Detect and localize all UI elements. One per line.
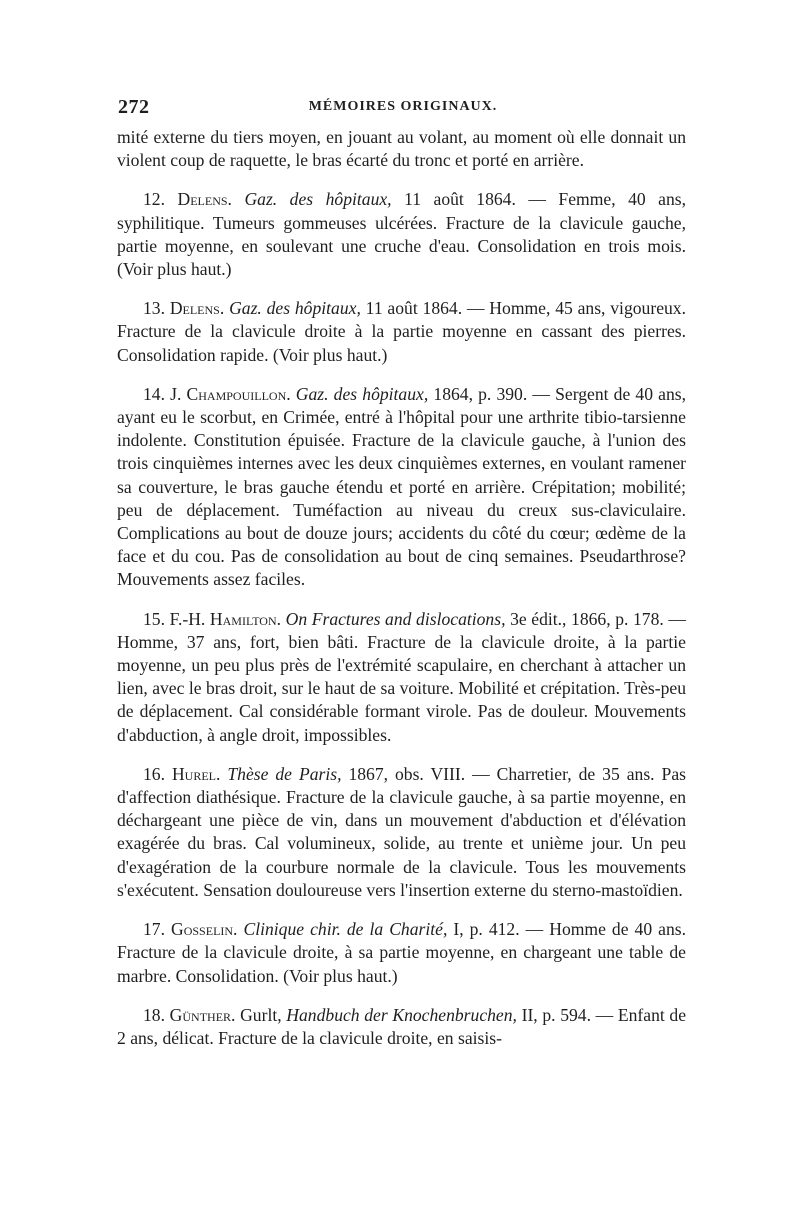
entry-text: I, p. 412. — Homme de 40 ans. Fracture de la clavicule droite, à sa partie moyenne, en chargeant une table de marbre. Consolidation. (Voir plus haut.) <box>117 919 686 986</box>
entry-author: Delens. <box>177 189 232 210</box>
entry-number: 13. <box>143 298 165 319</box>
entry-text: II, p. 594. — Enfant de 2 ans, délicat. Fracture de la clavicule droite, en saisis- <box>117 1004 687 1048</box>
entry-number: 17. <box>143 919 165 940</box>
entry-author: J. Champouillon. <box>170 383 291 404</box>
entry-source: Clinique chir. de la Charité, <box>243 919 448 940</box>
entry-12 <box>117 188 686 281</box>
entry-source: Gaz. des hôpitaux, <box>229 298 361 319</box>
entry-source: Thèse de Paris, <box>227 763 342 784</box>
entry-13 <box>117 297 686 367</box>
entry-16 <box>117 763 686 902</box>
entry-source-prefix: Gurlt, <box>240 1004 282 1025</box>
entry-author: Gosselin. <box>171 919 238 940</box>
intro-text: mité externe du tiers moyen, en jouant au volant, au moment où elle donnait un violent coup de raquette, le bras écarté du tronc et porté en arrière. <box>117 127 686 171</box>
entry-source: Handbuch der Knochenbruchen, <box>286 1004 517 1025</box>
entry-text: 11 août 1864. — Homme, 45 ans, vigoureux. Fracture de la clavicule droite à la partie moyenne en cassant des pierres. Consolidation rapide. (Voir plus haut.) <box>117 298 686 365</box>
entry-17 <box>117 918 686 988</box>
entry-text: 1867, obs. VIII. — Charretier, de 35 ans. Pas d'affection diathésique. Fracture de la clavicule gauche, à sa partie moyenne, en déchargeant une pièce de vin, dans un mouvement d'abduction et d'élévation exagérée du bras. Cal volumineux, solide, au trente et unième jour. Un peu d'exagération de la courbure normale de la clavicule. Tous les mouvements s'exécutent. Sensation douloureuse vers l'insertion externe du sterno-mastoïdien. <box>117 763 686 900</box>
page-header <box>118 96 688 122</box>
entry-source: On Fractures and dislocations, <box>285 608 506 629</box>
entry-15 <box>117 608 686 747</box>
entry-number: 14. <box>143 383 165 404</box>
intro-paragraph <box>117 126 686 172</box>
running-title: MÉMOIRES ORIGINAUX. <box>308 99 498 114</box>
entry-18 <box>117 1004 686 1050</box>
entry-author: Hurel. <box>171 763 221 784</box>
entry-text: 11 août 1864. — Femme, 40 ans, syphilitique. Tumeurs gommeuses ulcérées. Fracture de la clavicule gauche, partie moyenne, en soulevant une cruche d'eau. Consolidation en trois mois. (Voir plus haut.) <box>117 189 687 280</box>
entry-author: F.-H. Hamilton. <box>169 608 282 629</box>
entry-number: 16. <box>143 763 165 784</box>
entry-number: 12. <box>143 189 165 210</box>
body-text <box>117 126 686 1050</box>
entry-number: 18. <box>143 1004 165 1025</box>
entry-author: Günther. <box>169 1004 236 1025</box>
entry-source: Gaz. des hôpitaux, <box>295 383 429 404</box>
entry-source: Gaz. des hôpitaux, <box>244 189 392 210</box>
entry-14 <box>117 383 686 592</box>
page-number: 272 <box>118 96 150 118</box>
entry-author: Delens. <box>169 298 225 319</box>
entry-text: 3e édit., 1866, p. 178. — Homme, 37 ans, fort, bien bâti. Fracture de la clavicule droite, à la partie moyenne, un peu plus près de l'extrémité scapulaire, en cherchant à attacher un lien, avec le bras droit, sur le haut de sa voiture. Mobilité et crépitation. Très-peu de déplacement. Cal considérable formant virole. Pas de douleur. Mouvements d'abduction, à angle droit, impossibles. <box>117 608 686 745</box>
entry-number: 15. <box>143 608 165 629</box>
entry-text: 1864, p. 390. — Sergent de 40 ans, ayant eu le scorbut, en Crimée, entré à l'hôpital pour une arthrite tibio-tarsienne indolente. Constitution épuisée. Fracture de la clavicule gauche, à l'union des trois cinquièmes internes avec les deux cinquièmes externes, en voulant ramener sa couverture, le bras gauche étendu et porté en arrière. Crépitation; mobilité; peu de déplacement. Tuméfaction au niveau du creux sus-claviculaire. Complications au bout de douze jours; accidents du côté du cœur; œdème de la face et du cou. Pas de consolidation au bout de cinq semaines. Pseudarthrose? Mouvements assez faciles. <box>117 383 686 590</box>
